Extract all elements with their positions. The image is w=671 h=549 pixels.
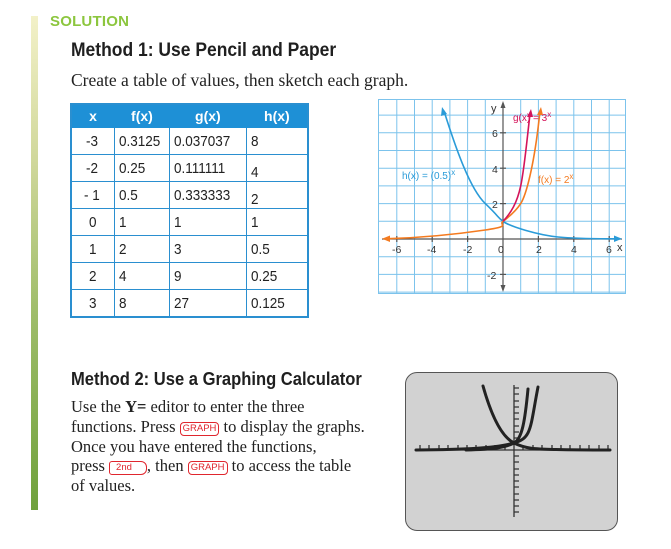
cell-x: -2 xyxy=(71,155,115,182)
svg-text:-4: -4 xyxy=(427,244,437,256)
svg-text:2: 2 xyxy=(536,244,542,256)
cell-hx: 0.25 xyxy=(246,263,308,290)
svg-text:-2: -2 xyxy=(487,270,497,282)
svg-text:6: 6 xyxy=(492,128,498,140)
second-key-icon: 2nd xyxy=(109,461,147,475)
cell-hx: 1 xyxy=(246,209,308,236)
svg-text:6: 6 xyxy=(606,244,612,256)
svg-text:0: 0 xyxy=(498,244,504,256)
cell-hx: 4 xyxy=(246,155,308,182)
svg-text:-6: -6 xyxy=(392,244,402,256)
decorative-sidebar-bar xyxy=(31,16,38,510)
instruction-line-3: Once you have entered the functions, xyxy=(71,436,317,456)
table-row xyxy=(71,263,308,290)
method2-instructions xyxy=(71,397,401,496)
cell-x: 0 xyxy=(71,209,115,236)
cell-gx: 3 xyxy=(169,236,246,263)
table-row xyxy=(71,236,308,263)
instruction-line-4: press 2nd , then GRAPH to access the table xyxy=(71,456,352,476)
cell-hx: 0.125 xyxy=(246,290,308,318)
svg-text:-2: -2 xyxy=(463,244,473,256)
cell-gx: 27 xyxy=(169,290,246,318)
header-gx: g(x) xyxy=(169,104,246,128)
cell-x: - 1 xyxy=(71,182,115,209)
table-row xyxy=(71,155,308,182)
svg-text:4: 4 xyxy=(571,244,577,256)
header-hx: h(x) xyxy=(246,104,308,128)
svg-text:x: x xyxy=(617,242,623,254)
cell-gx: 0.333333 xyxy=(169,182,246,209)
instruction-line-5: of values. xyxy=(71,476,136,496)
cell-hx: 2 xyxy=(246,182,308,209)
cell-x: 3 xyxy=(71,290,115,318)
function-graph xyxy=(378,99,626,294)
label-f: $f(x) = 2^x$ xyxy=(538,172,574,186)
table-of-values xyxy=(70,103,309,318)
cell-gx: 9 xyxy=(169,263,246,290)
table-header-row xyxy=(71,104,308,128)
label-g: $g(x) = 3^x$ xyxy=(513,110,552,124)
table-row xyxy=(71,128,308,155)
cell-hx: 8 xyxy=(246,128,308,155)
cell-x: 2 xyxy=(71,263,115,290)
cell-x: -3 xyxy=(71,128,115,155)
calculator-screen xyxy=(405,372,618,531)
cell-fx: 4 xyxy=(115,263,170,290)
method2-heading: Method 2: Use a Graphing Calculator xyxy=(71,369,362,389)
svg-text:y: y xyxy=(491,103,497,115)
header-fx: f(x) xyxy=(115,104,170,128)
svg-text:2: 2 xyxy=(492,199,498,211)
method1-subtitle: Create a table of values, then sketch each graph. xyxy=(71,70,409,90)
y-equals-key: Y= xyxy=(125,397,147,416)
cell-fx: 8 xyxy=(115,290,170,318)
cell-fx: 0.25 xyxy=(115,155,170,182)
svg-text:4: 4 xyxy=(492,164,498,176)
cell-fx: 1 xyxy=(115,209,170,236)
cell-gx: 0.037037 xyxy=(169,128,246,155)
cell-gx: 0.111111 xyxy=(169,155,246,182)
cell-gx: 1 xyxy=(169,209,246,236)
instruction-line-2: functions. Press GRAPH to display the graphs. xyxy=(71,416,365,436)
table-row xyxy=(71,209,308,236)
header-x: x xyxy=(71,104,115,128)
instruction-line-1: Use the Y= editor to enter the three xyxy=(71,397,305,416)
table-row xyxy=(71,182,308,209)
cell-x: 1 xyxy=(71,236,115,263)
graph-key-icon: GRAPH xyxy=(180,422,220,436)
cell-fx: 0.5 xyxy=(115,182,170,209)
label-h: $h(x) = (0.5)^x$ xyxy=(402,168,456,182)
cell-hx: 0.5 xyxy=(246,236,308,263)
cell-fx: 2 xyxy=(115,236,170,263)
cell-fx: 0.3125 xyxy=(115,128,170,155)
table-row xyxy=(71,290,308,318)
graph-key-icon: GRAPH xyxy=(188,461,228,475)
method1-heading: Method 1: Use Pencil and Paper xyxy=(71,40,337,61)
section-label: SOLUTION xyxy=(50,13,130,30)
